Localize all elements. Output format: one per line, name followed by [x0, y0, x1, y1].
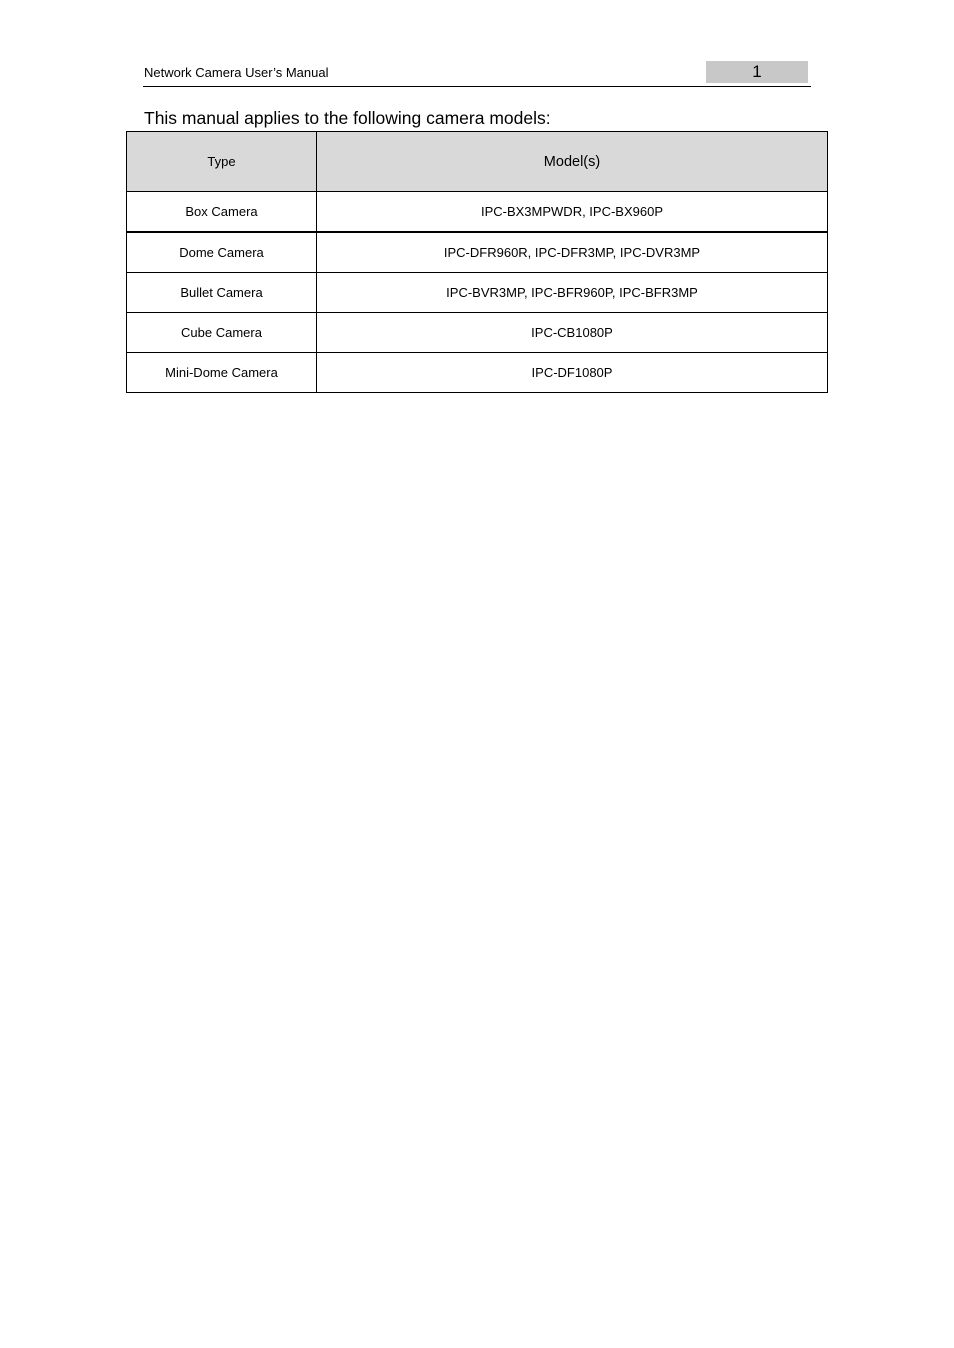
camera-type-cell: Box Camera — [127, 192, 317, 233]
camera-models-cell: IPC-BVR3MP, IPC-BFR960P, IPC-BFR3MP — [317, 273, 828, 313]
table-header-row — [127, 132, 828, 192]
table-row — [127, 273, 828, 313]
camera-models-cell: IPC-DFR960R, IPC-DFR3MP, IPC-DVR3MP — [317, 232, 828, 273]
table-row — [127, 353, 828, 393]
camera-type-cell: Dome Camera — [127, 232, 317, 273]
table-row — [127, 232, 828, 273]
intro-text: This manual applies to the following camera models: — [144, 108, 551, 128]
page-number: 1 — [706, 61, 808, 83]
document-title: Network Camera User’s Manual — [144, 65, 329, 80]
camera-models-cell: IPC-BX3MPWDR, IPC-BX960P — [317, 192, 828, 233]
table-row — [127, 192, 828, 233]
column-header-type: Type — [127, 132, 317, 192]
camera-type-cell: Bullet Camera — [127, 273, 317, 313]
table-row — [127, 313, 828, 353]
camera-models-cell: IPC-DF1080P — [317, 353, 828, 393]
column-header-models: Model(s) — [317, 132, 828, 192]
camera-type-cell: Cube Camera — [127, 313, 317, 353]
camera-type-cell: Mini-Dome Camera — [127, 353, 317, 393]
camera-models-table — [126, 131, 828, 393]
camera-models-cell: IPC-CB1080P — [317, 313, 828, 353]
page-header — [143, 60, 811, 87]
